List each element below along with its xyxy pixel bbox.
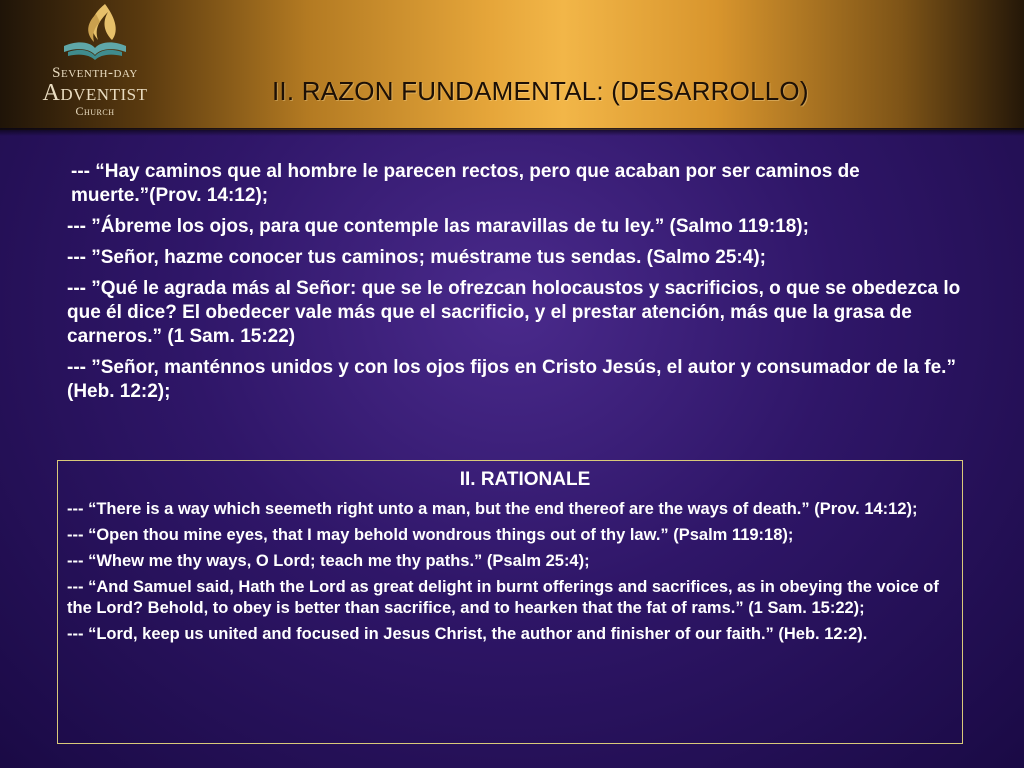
verse-prov-14-12-es: --- “Hay caminos que al hombre le parecen rectos, pero que acaban por ser caminos de muerte.”(Prov. 14:12);: [71, 161, 860, 206]
english-verses: [67, 499, 947, 650]
verse-1-sam-15-22-es: --- ”Qué le agrada más al Señor: que se le ofrezcan holocaustos y sacrificios, o que se obedezca lo que él dice? El obedecer vale más que el sacrificio, y el prestar atención, más que la grasa de carneros.” (1 Sam. 15:22): [67, 278, 961, 347]
logo-text-church: Church: [75, 104, 115, 118]
flame-book-icon: [50, 2, 140, 64]
verse-heb-12-2-es: --- ”Señor, manténnos unidos y con los ojos fijos en Cristo Jesús, el autor y consumador de la fe.” (Heb. 12:2);: [67, 357, 956, 402]
verse-psalm-25-4-es: --- ”Señor, hazme conocer tus caminos; muéstrame tus sendas. (Salmo 25:4);: [67, 247, 766, 268]
slide-title: II. RAZON FUNDAMENTAL: (DESARROLLO): [272, 76, 809, 106]
verse-psalm-119-18-es: --- ”Ábreme los ojos, para que contemple las maravillas de tu ley.” (Salmo 119:18);: [67, 216, 809, 237]
rationale-box: [57, 460, 963, 744]
verse-1-sam-15-22-en: --- “And Samuel said, Hath the Lord as great delight in burnt offerings and sacrifices, as in obeying the voice of the Lord? Behold, to obey is better than sacrifice, and to hearken that the fat of rams.” (1 Sam. 15:22);: [67, 578, 939, 617]
spanish-verses: [67, 160, 987, 411]
header-shadow: [0, 128, 1024, 136]
verse-prov-14-12-en: --- “There is a way which seemeth right unto a man, but the end thereof are the ways of death.” (Prov. 14:12);: [67, 500, 918, 518]
verse-psalm-25-4-en: --- “Whew me thy ways, O Lord; teach me thy paths.” (Psalm 25:4);: [67, 552, 590, 570]
logo-text-seventh-day: Seventh-day: [52, 65, 138, 81]
rationale-title: II. RATIONALE: [459, 469, 591, 490]
verse-psalm-119-18-en: --- “Open thou mine eyes, that I may behold wondrous things out of thy law.” (Psalm 119:18);: [67, 526, 794, 544]
church-logo: [20, 2, 170, 122]
verse-heb-12-2-en: --- “Lord, keep us united and focused in Jesus Christ, the author and finisher of our faith.” (Heb. 12:2).: [67, 625, 868, 643]
logo-text-adventist: Adventist: [42, 80, 148, 106]
